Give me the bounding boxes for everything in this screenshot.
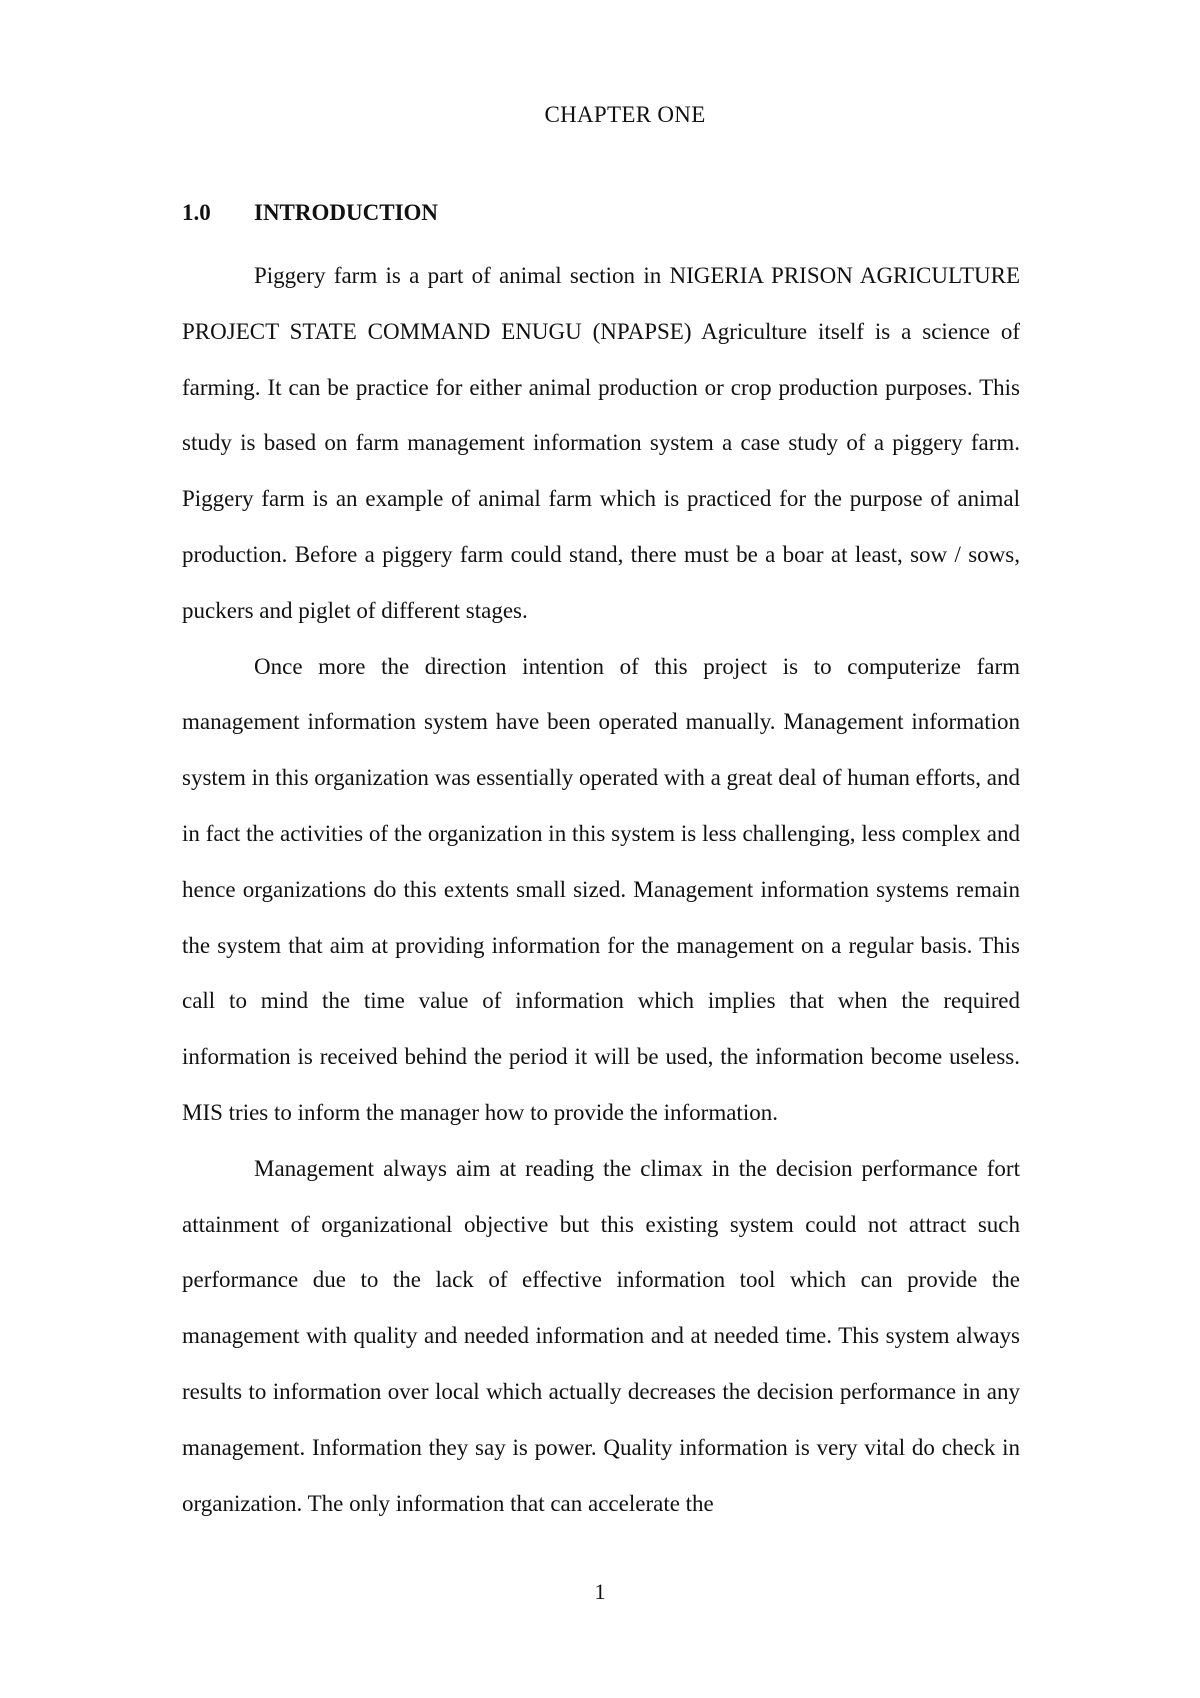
section-title: INTRODUCTION [254,200,439,225]
paragraph-3: Management always aim at reading the climax in the decision performance fort attainment of organizational objective but this existing system could not attract such performance due to the lack of effective information tool which can provide the management with quality and needed information and at needed time. This system always results to information over local which actually decreases the decision performance in any management. Information they say is power. Quality information is very vital do check in organization. The only information that can accelerate the [182,1155,1020,1516]
section-heading [182,198,438,228]
paragraph-2: Once more the direction intention of this project is to computerize farm management information system have been operated manually. Management information system in this organization was essentially operated with a great deal of human efforts, and in fact the activities of the organization in this system is less challenging, less complex and hence organizations do this extents small sized. Management information systems remain the system that aim at providing information for the management on a regular basis. This call to mind the time value of information which implies that when the required information is received behind the period it will be used, the information become useless. MIS tries to inform the manager how to provide the information. [182,653,1020,1125]
section-number: 1.0 [182,200,211,225]
chapter-title: CHAPTER ONE [544,102,706,127]
body-text [182,248,1020,1531]
page-number: 1 [594,1579,606,1604]
paragraph-1: Piggery farm is a part of animal section in NIGERIA PRISON AGRICULTURE PROJECT STATE COMMAND ENUGU (NPAPSE) Agriculture itself is a science of farming. It can be practice for either animal production or crop production purposes. This study is based on farm management information system a case study of a piggery farm. Piggery farm is an example of animal farm which is practiced for the purpose of animal production. Before a piggery farm could stand, there must be a boar at least, sow / sows, puckers and piglet of different stages. [182,263,1020,623]
